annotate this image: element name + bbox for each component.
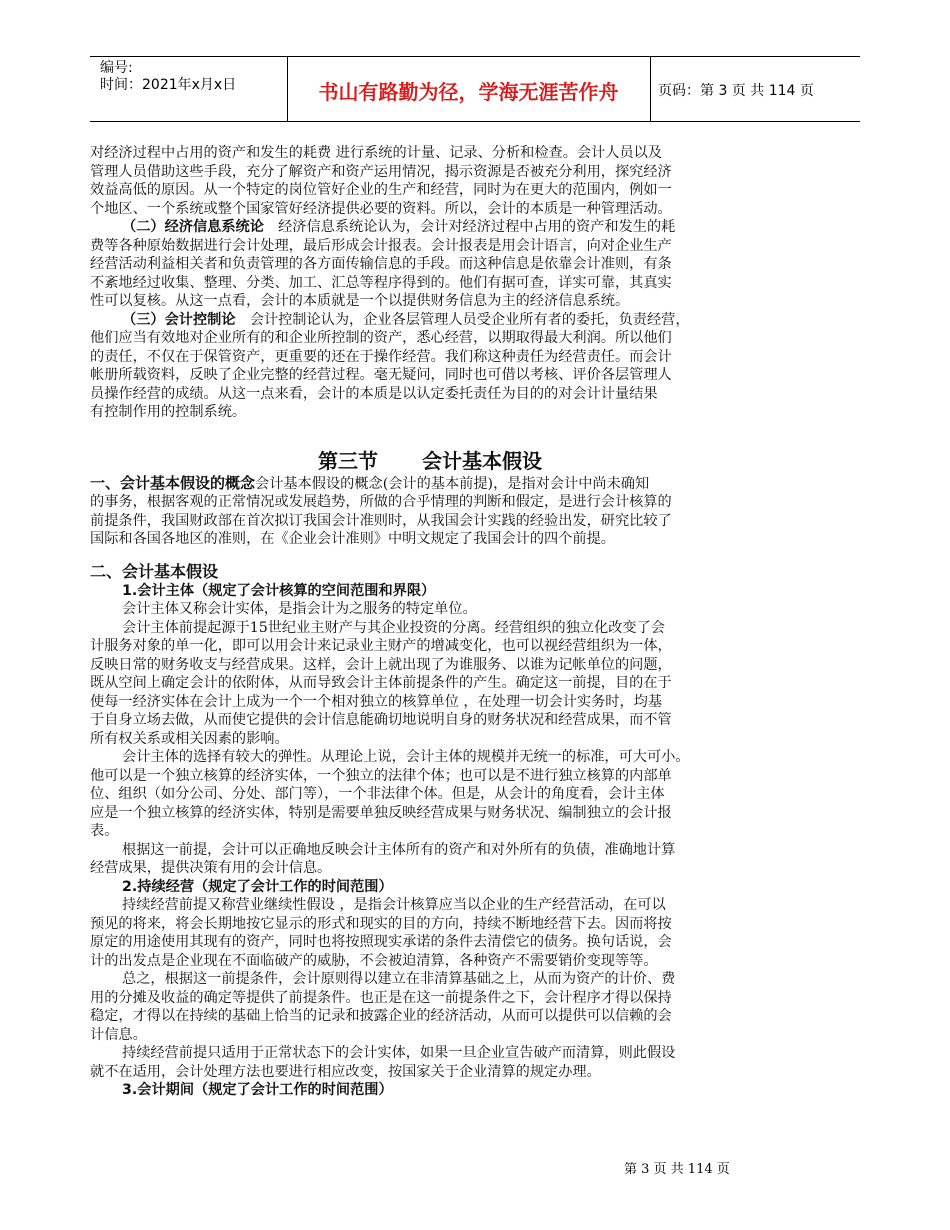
header-meta [100, 60, 236, 94]
body-text: 会计基本假设的概念(会计的基本前提)，是指对会计中尚未确知 [255, 475, 650, 492]
page-footer: 第 3 页 共 114 页 [624, 1162, 730, 1177]
body-line: 预见的将来，将会长期地按它显示的形式和现实的目的方向，持续不断地经营下去。因而将按 [90, 915, 672, 932]
body-line: 个地区、一个系统或整个国家管好经济提供必要的资料。所以，会计的本质是一种管理活动。 [90, 200, 672, 217]
body-line: 会计主体前提起源于15世纪业主财产与其企业投资的分离。经营组织的独立化改变了会 [122, 619, 665, 636]
body-text: 会计控制论认为，企业各层管理人员受企业所有者的委托，负责经营， [235, 311, 690, 328]
body-line: 计信息。 [90, 1026, 147, 1043]
body-line: 他们应当有效地对企业所有的和企业所控制的资产，悉心经营，以期取得最大利润。所以他们 [90, 330, 672, 346]
body-line: 不紊地经过收集、整理、分类、加工、汇总等程序得到的。他们有据可查，详实可靠，其真实 [90, 274, 672, 291]
assumption-going-concern-heading: 2.持续经营（规定了会计工作的时间范围） [122, 878, 393, 895]
body-line: 既从空间上确定会计的依附体，从而导致会计主体前提条件的产生。确定这一前提，目的在于 [90, 675, 672, 691]
body-line: 计的出发点是企业现在不面临破产的威胁，不会被迫清算，各种资产不需要销价变现等等。 [90, 952, 658, 969]
section-name: 会计基本假设 [422, 448, 542, 473]
body-line: 总之，根据这一前提条件，会计原则得以建立在非清算基础之上，从而为资产的计价、费 [122, 971, 676, 987]
body-line: 表。 [90, 823, 119, 839]
header-divider [650, 56, 651, 122]
heading-concept: 一、会计基本假设的概念 [90, 473, 256, 492]
subsection-heading [90, 1081, 770, 1100]
body-paragraph [90, 218, 770, 237]
body-line: 管理人员借助这些手段，充分了解资产和资产运用情况，揭示资源是否被充分利用，探究经济 [90, 163, 672, 180]
body-line: 经营成果，提供决策有用的会计信息。 [90, 860, 332, 876]
body-line: 对经济过程中占用的资产和发生的耗费 进行系统的计量、记录、分析和检查。会计人员以及 [90, 145, 663, 161]
spacer [90, 549, 770, 561]
body-text: 经济信息系统论认为，会计对经济过程中占用的资产和发生的耗 [263, 219, 676, 235]
document-number-label: 编号: [100, 60, 133, 76]
body-line: 国际和各国各地区的准则，在《企业会计准则》中明文规定了我国会计的四个前提。 [90, 531, 615, 547]
body-line: 应是一个独立核算的经济实体，特别是需要单独反映经营成果与财务状况、编制独立的会计报 [90, 804, 672, 821]
subsection-heading: （二）经济信息系统论 [122, 219, 264, 235]
document-body [90, 144, 770, 1100]
body-line: 员操作经营的成绩。从这一点来看，会计的本质是以认定委托责任为目的的对会计计量结果 [90, 385, 658, 402]
document-time: 时间：2021年x月x日 [100, 77, 237, 93]
body-line: 计服务对象的单一化，即可以用会计来记录业主财产的增减变化，也可以视经营组织为一体， [90, 638, 672, 654]
assumption-period-heading: 3.会计期间（规定了会计工作的时间范围） [122, 1082, 393, 1098]
body-line: 根据这一前提，会计可以正确地反映会计主体所有的资产和对外所有的负债，准确地计算 [122, 841, 676, 858]
section-number: 第三节 [318, 448, 378, 473]
body-paragraph [90, 311, 770, 330]
subsection-heading [90, 582, 770, 601]
header-bottom-rule [90, 121, 860, 122]
body-line: 持续经营前提又称营业继续性假设 ，是指会计核算应当以企业的生产经营活动，在可以 [122, 897, 666, 913]
header-page-info: 页码：第 3 页 共 114 页 [658, 83, 814, 99]
body-line: 使每一经济实体在会计上成为一个一个相对独立的核算单位 ，在处理一切会计实务时，均基 [90, 693, 663, 710]
body-line: 用的分摊及收益的确定等提供了前提条件。也正是在这一前提条件之下，会计程序才得以保持 [90, 989, 672, 1006]
body-line: 所有权关系或相关因素的影响。 [90, 730, 289, 747]
body-line: 经营活动利益相关者和负责管理的各方面传输信息的手段。而这种信息是依靠会计准则，有条 [90, 256, 672, 272]
body-line: 的责任，不仅在于保管资产，更重要的还在于操作经营。我们称这种责任为经营责任。而会计 [90, 348, 672, 365]
body-line: 前提条件，我国财政部在首次拟订我国会计准则时，从我国会计实践的经验出发，研究比较了 [90, 512, 672, 529]
body-line: 性可以复核。从这一点看，会计的本质就是一个以提供财务信息为主的经济信息系统。 [90, 293, 630, 309]
body-line: 帐册所载资料，反映了企业完整的经营过程。毫无疑问，同时也可借以考核、评价各层管理人 [90, 367, 672, 383]
body-line: 于自身立场去做，从而使它提供的会计信息能确切地说明自身的财务状况和经营成果，而不管 [90, 712, 672, 728]
body-line: 的事务，根据客观的正常情况或发展趋势，所做的合乎情理的判断和假定，是进行会计核算的 [90, 494, 672, 510]
body-line: 反映日常的财务收支与经营成果。这样，会计上就出现了为谁服务、以谁为记帐单位的问题， [90, 656, 672, 673]
page-header [90, 56, 860, 122]
body-line: 有控制作用的控制系统。 [90, 404, 247, 420]
body-line: 他可以是一个独立核算的经济实体，一个独立的法律个体；也可以是不进行独立核算的内部单 [90, 767, 672, 784]
subsection-heading: （三）会计控制论 [122, 311, 236, 328]
body-line: 稳定，才得以在持续的基础上恰当的记录和披露企业的经济活动，从而可以提供可以信赖的会 [90, 1008, 672, 1024]
body-paragraph [90, 474, 770, 494]
body-line: 持续经营前提只适用于正常状态下的会计实体，如果一旦企业宣告破产而清算，则此假设 [122, 1045, 676, 1061]
heading-assumptions: 二、会计基本假设 [90, 561, 219, 581]
body-line: 会计主体又称会计实体，是指会计为之服务的特定单位。 [122, 601, 477, 617]
body-line: 费等各种原始数据进行会计处理，最后形成会计报表。会计报表是用会计语言，向对企业生产 [90, 237, 672, 254]
body-line: 效益高低的原因。从一个特定的岗位管好企业的生产和经营，同时为在更大的范围内，例如一 [90, 182, 672, 198]
header-top-rule [90, 56, 860, 57]
body-line: 就不在适用，会计处理方法也要进行相应改变，按国家关于企业清算的规定办理。 [90, 1063, 601, 1080]
header-motto: 书山有路勤为径，学海无涯苦作舟 [318, 80, 619, 104]
body-line: 位、组织（如分公司、分处、部门等），一个非法律个体。但是，从会计的角度看，会计主体 [90, 786, 665, 802]
assumption-entity-heading: 1.会计主体（规定了会计核算的空间范围和界限） [122, 582, 436, 599]
body-line: 原定的用途使用其现有的资产，同时也将按照现实承诺的条件去清偿它的债务。换句话说，会 [90, 934, 672, 950]
subsection-heading [90, 878, 770, 897]
body-line: 会计主体的选择有较大的弹性。从理论上说，会计主体的规模并无统一的标准，可大可小。 [122, 749, 690, 765]
section-title [90, 448, 770, 474]
